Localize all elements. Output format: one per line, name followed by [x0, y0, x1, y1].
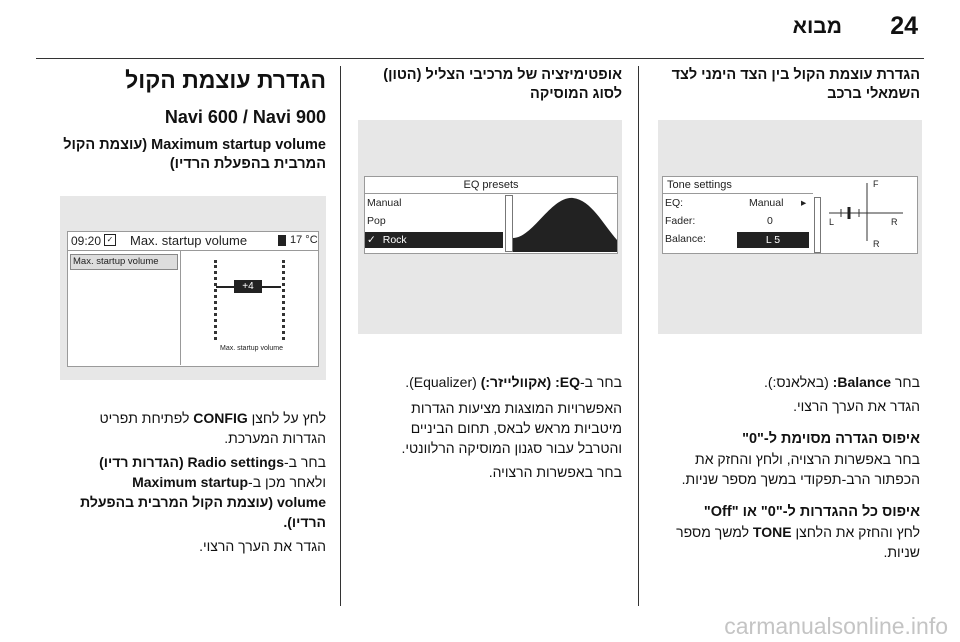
balance-heading: הגדרת עוצמת הקול בין הצד הימני לצד השמאלי ברכב — [671, 67, 920, 102]
eq-heading: אופטימיזציה של מרכיבי הצליל (הטון) לסוג המוסיקה — [383, 67, 622, 102]
column-divider — [340, 66, 341, 606]
tone-screen-image — [658, 120, 922, 334]
reset-one-heading: איפוס הגדרה מסוימת ל-"0" — [742, 431, 920, 447]
slider-track-right — [282, 260, 285, 340]
tone-title-rule — [663, 193, 813, 194]
eq-scrollbar[interactable] — [505, 195, 513, 252]
volume-step-1: לחץ על לחצן CONFIG לפתיחת תפריט הגדרות המערכת. — [99, 410, 326, 446]
slider-caption: Max. startup volume — [220, 345, 284, 352]
page-number: 24 — [890, 12, 918, 40]
page-header — [0, 0, 960, 60]
tone-row-balance[interactable]: Balance: L 5 — [665, 233, 813, 249]
temperature-text: 17 °C — [290, 234, 318, 246]
volume-display — [67, 231, 319, 367]
eq-option-pop[interactable]: Pop — [367, 215, 386, 227]
volume-title: הגדרת עוצמת הקול — [125, 67, 326, 93]
reset-one-text: בחר באפשרות הרצויה, ולחץ והחזק את הכפתור הרב-תפקודי במשך מספר שניות. — [681, 451, 920, 487]
grid-label-left: L — [829, 217, 835, 227]
tone-display — [662, 176, 918, 254]
balance-instruction: בחר Balance: (באלאנס:). — [763, 374, 920, 390]
check-icon: ✓ — [367, 234, 376, 246]
clock-text: 09:20 — [71, 234, 102, 248]
eq-display — [364, 176, 618, 254]
eq-screen-image — [358, 120, 622, 334]
volume-value[interactable]: +4 — [234, 280, 262, 293]
column-divider — [638, 66, 639, 606]
reset-all-heading: איפוס כל ההגדרות ל-"0" או "Off" — [703, 504, 920, 520]
balance-instruction-2: הגדר את הערך הרצוי. — [793, 398, 920, 414]
tone-display-title: Tone settings — [667, 179, 732, 191]
slider-track-left — [214, 260, 217, 340]
eq-option-manual[interactable]: Manual — [367, 197, 402, 209]
display-title: Max. startup volume — [130, 233, 248, 248]
grid-label-rear: R — [873, 239, 880, 249]
eq-option-rock[interactable]: ✓ Rock — [365, 232, 503, 248]
phone-icon — [278, 235, 286, 246]
eq-display-title: EQ presets — [365, 177, 617, 194]
eq-description: האפשרויות המוצגות מציעות הגדרות מיטביות מראש לבאס, תחום הביניים והטרבל עבור סגנון המוסיקה הרלוונטי. — [401, 400, 622, 456]
section-title: מבוא — [792, 15, 842, 38]
header-rule — [36, 58, 924, 59]
volume-screen-image — [60, 196, 326, 380]
display-status-bar — [68, 232, 318, 251]
volume-subtitle: Navi 600 / Navi 900 — [164, 107, 326, 127]
check-icon: ✓ — [104, 234, 116, 246]
display-divider — [180, 250, 181, 365]
eq-instruction: בחר ב-EQ: (אקוולייזר:) (Equalizer). — [405, 374, 622, 390]
eq-curve-graph — [513, 194, 617, 252]
eq-instruction-2: בחר באפשרות הרצויה. — [488, 464, 622, 480]
reset-all-text: לחץ והחזק את הלחצן TONE למשך מספר שניות. — [676, 524, 920, 560]
volume-heading: Maximum startup volume (עוצמת הקול המרבית בהפעלת הרדיו) — [63, 137, 326, 172]
volume-step-2: בחר ב-Radio settings (הגדרות רדיו) ולאחר מכן ב-Maximum startup volume (עוצמת הקול המרבית בהפעלת הרדיו). — [80, 454, 326, 530]
menu-item-selected[interactable]: Max. startup volume — [70, 254, 178, 270]
tone-row-fader[interactable]: Fader: 0 — [665, 215, 773, 227]
arrow-right-icon: ▸ — [801, 197, 807, 209]
volume-step-3: הגדר את הערך הרצוי. — [199, 538, 326, 554]
tone-row-eq[interactable]: EQ: Manual ▸ — [665, 197, 807, 209]
grid-label-right: R — [891, 217, 898, 227]
tone-scrollbar[interactable] — [814, 197, 821, 253]
balance-fader-grid — [823, 179, 915, 251]
grid-label-front: F — [873, 179, 879, 189]
watermark: carmanualsonline.info — [724, 613, 948, 639]
eq-curve — [513, 198, 617, 252]
